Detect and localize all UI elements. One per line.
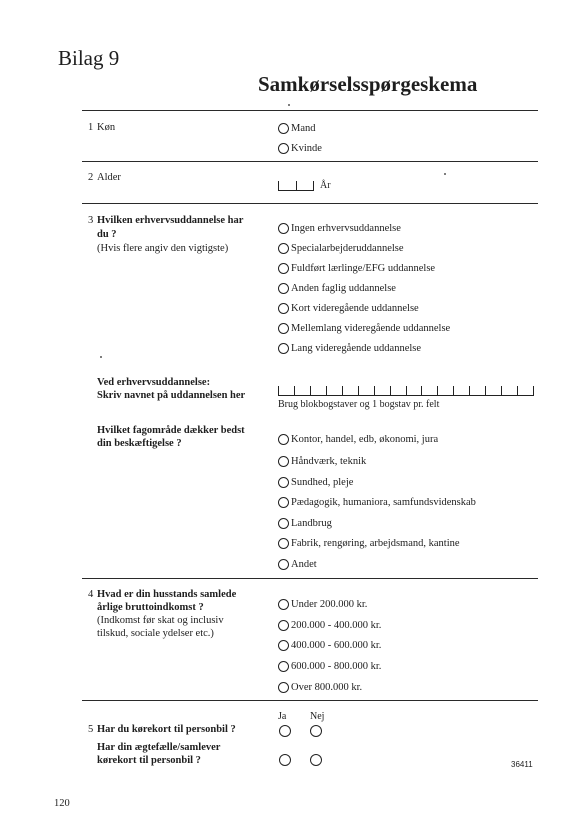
- radio-circle-icon[interactable]: [278, 323, 289, 334]
- option-label: Lang videregående uddannelse: [291, 343, 422, 354]
- radio-circle-icon[interactable]: [278, 497, 289, 508]
- question-note: (Hvis flere angiv den vigtigste): [97, 243, 229, 254]
- age-input-boxes[interactable]: [278, 180, 314, 191]
- page-title: Samkørselsspørgeskema: [258, 72, 478, 96]
- radio-circle-icon[interactable]: [278, 477, 289, 488]
- question-label: Køn: [97, 122, 116, 133]
- question-number: 5: [88, 724, 94, 735]
- radio-option[interactable]: [278, 619, 381, 632]
- radio-option[interactable]: [278, 322, 450, 335]
- scan-speck: [100, 356, 102, 358]
- question-label: Har din ægtefælle/samlever: [97, 742, 221, 753]
- radio-option[interactable]: [278, 455, 366, 468]
- age-unit: År: [320, 180, 331, 191]
- radio-circle-icon[interactable]: [278, 682, 289, 693]
- education-name-prompt: Ved erhvervsuddannelse:: [97, 377, 211, 388]
- radio-circle-icon[interactable]: [278, 538, 289, 549]
- radio-circle-icon[interactable]: [278, 456, 289, 467]
- option-label: Mand: [291, 123, 316, 134]
- radio-option[interactable]: [278, 282, 396, 295]
- option-label: Kontor, handel, edb, økonomi, jura: [291, 434, 439, 445]
- option-label: Håndværk, teknik: [291, 456, 367, 467]
- radio-circle-icon[interactable]: [278, 640, 289, 651]
- radio-circle-icon[interactable]: [278, 559, 289, 570]
- divider: [82, 578, 538, 579]
- question-note: (Indkomst før skat og inclusiv: [97, 615, 224, 626]
- education-name-prompt: Skriv navnet på uddannelsen her: [97, 390, 246, 401]
- option-label: Kort videregående uddannelse: [291, 303, 419, 314]
- question-number: 1: [88, 122, 94, 133]
- radio-option[interactable]: [278, 433, 438, 446]
- option-label: Ingen erhvervsuddannelse: [291, 223, 401, 234]
- question-number: 2: [88, 172, 94, 183]
- radio-circle-icon[interactable]: [278, 243, 289, 254]
- radio-circle-icon[interactable]: [278, 283, 289, 294]
- radio-circle-icon[interactable]: [278, 303, 289, 314]
- option-label: Under 200.000 kr.: [291, 599, 368, 610]
- radio-circle-icon[interactable]: [278, 599, 289, 610]
- radio-option[interactable]: [278, 639, 381, 652]
- radio-circle-icon[interactable]: [279, 725, 291, 737]
- radio-circle-icon[interactable]: [310, 754, 322, 766]
- radio-option[interactable]: [278, 598, 367, 611]
- divider: [82, 161, 538, 162]
- radio-option[interactable]: [278, 476, 353, 489]
- radio-option[interactable]: [278, 537, 460, 550]
- radio-option[interactable]: [278, 242, 404, 255]
- question-label: kørekort til personbil ?: [97, 755, 201, 766]
- radio-option[interactable]: [278, 222, 401, 235]
- radio-option[interactable]: [278, 681, 362, 694]
- page-number: 120: [54, 798, 70, 809]
- radio-circle-icon[interactable]: [278, 518, 289, 529]
- yes-column-label: Ja: [278, 711, 287, 722]
- no-column-label: Nej: [310, 711, 325, 722]
- radio-option[interactable]: [278, 496, 476, 509]
- option-label: Andet: [291, 559, 317, 570]
- radio-option[interactable]: [278, 142, 322, 155]
- scan-speck: [444, 173, 446, 175]
- question-number: 3: [88, 215, 94, 226]
- radio-circle-icon[interactable]: [278, 434, 289, 445]
- radio-option[interactable]: [278, 660, 381, 673]
- question-note: tilskud, sociale ydelser etc.): [97, 628, 214, 639]
- question-label: årlige bruttoindkomst ?: [97, 602, 204, 613]
- option-label: 200.000 - 400.000 kr.: [291, 620, 382, 631]
- option-label: Mellemlang videregående uddannelse: [291, 323, 451, 334]
- form-code: 36411: [511, 760, 533, 769]
- radio-option[interactable]: [278, 302, 419, 315]
- appendix-label: Bilag 9: [58, 46, 120, 70]
- question-label: Hvilken erhvervsuddannelse har: [97, 215, 244, 226]
- option-label: Fuldført lærlinge/EFG uddannelse: [291, 263, 436, 274]
- radio-circle-icon[interactable]: [278, 343, 289, 354]
- education-name-boxes[interactable]: [278, 385, 534, 396]
- question-label: du ?: [97, 229, 117, 240]
- option-label: Sundhed, pleje: [291, 477, 354, 488]
- radio-circle-icon[interactable]: [279, 754, 291, 766]
- field-prompt: din beskæftigelse ?: [97, 438, 182, 449]
- question-label: Har du kørekort til personbil ?: [97, 724, 236, 735]
- radio-circle-icon[interactable]: [278, 223, 289, 234]
- option-label: Fabrik, rengøring, arbejdsmand, kantine: [291, 538, 460, 549]
- option-label: Anden faglig uddannelse: [291, 283, 396, 294]
- divider: [82, 203, 538, 204]
- scan-speck: [288, 104, 290, 106]
- option-label: Pædagogik, humaniora, samfundsvidenskab: [291, 497, 476, 508]
- option-label: 600.000 - 800.000 kr.: [291, 661, 382, 672]
- radio-option[interactable]: [278, 517, 332, 530]
- radio-circle-icon[interactable]: [278, 263, 289, 274]
- radio-option[interactable]: [278, 122, 316, 135]
- divider: [82, 110, 538, 111]
- option-label: Specialarbejderuddannelse: [291, 243, 404, 254]
- divider: [82, 700, 538, 701]
- radio-circle-icon[interactable]: [278, 123, 289, 134]
- option-label: Kvinde: [291, 143, 322, 154]
- option-label: 400.000 - 600.000 kr.: [291, 640, 382, 651]
- radio-circle-icon[interactable]: [278, 620, 289, 631]
- radio-option[interactable]: [278, 342, 421, 355]
- education-name-hint: Brug blokbogstaver og 1 bogstav pr. felt: [278, 399, 440, 410]
- question-label: Hvad er din husstands samlede: [97, 589, 237, 600]
- radio-circle-icon[interactable]: [310, 725, 322, 737]
- option-label: Over 800.000 kr.: [291, 682, 363, 693]
- field-prompt: Hvilket fagområde dækker bedst: [97, 425, 245, 436]
- radio-option[interactable]: [278, 558, 317, 571]
- option-label: Landbrug: [291, 518, 332, 529]
- question-number: 4: [88, 589, 94, 600]
- radio-option[interactable]: [278, 262, 435, 275]
- radio-circle-icon[interactable]: [278, 661, 289, 672]
- question-label: Alder: [97, 172, 121, 183]
- radio-circle-icon[interactable]: [278, 143, 289, 154]
